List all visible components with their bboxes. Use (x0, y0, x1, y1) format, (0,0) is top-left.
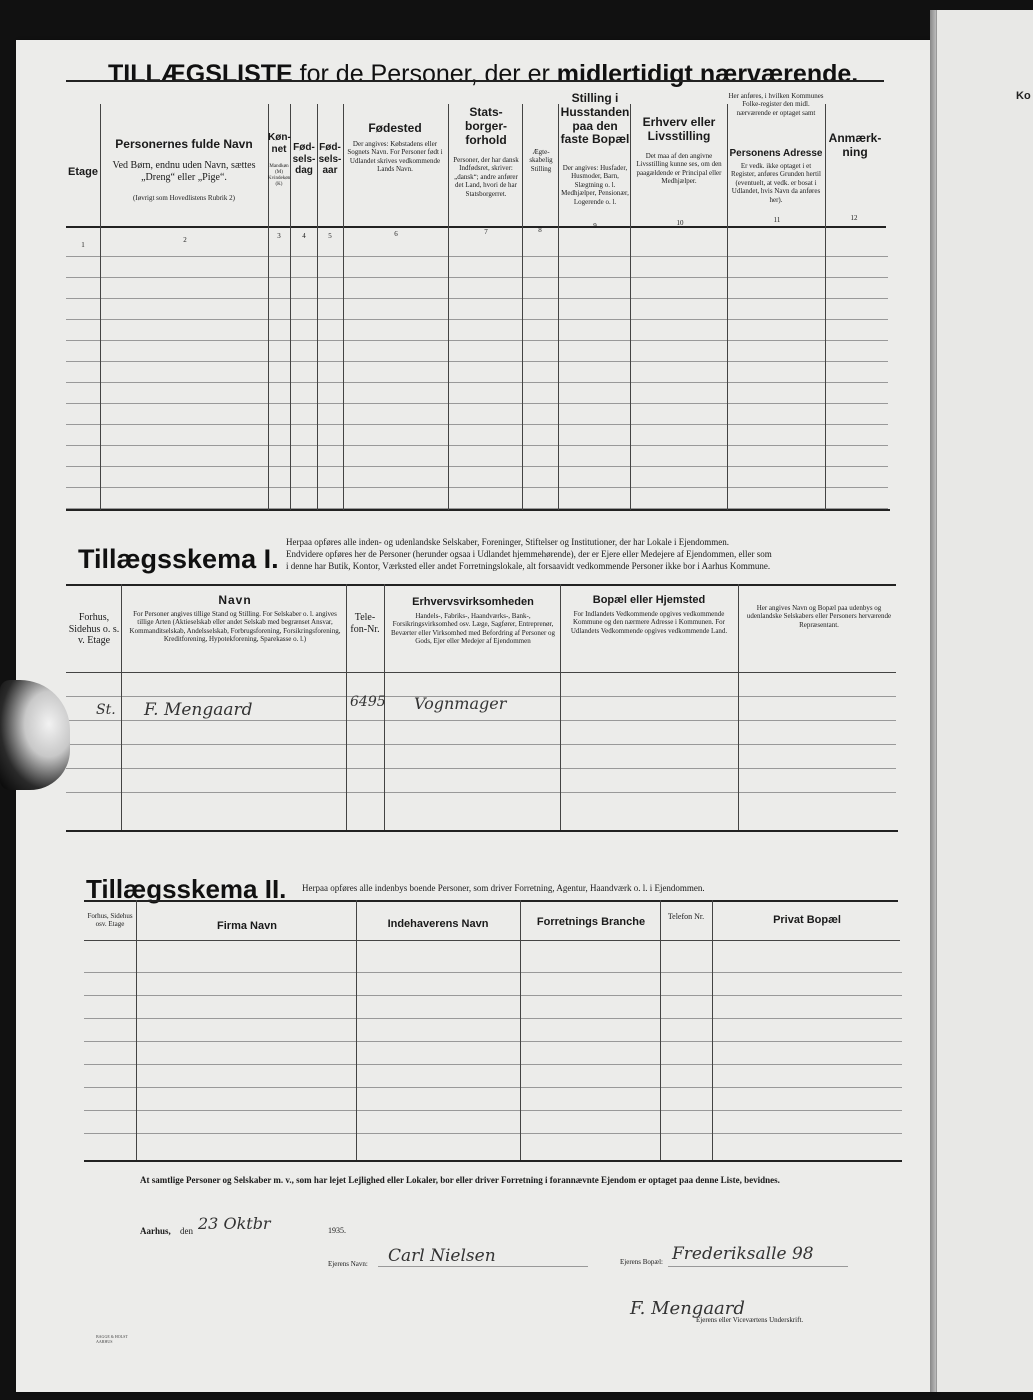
skema1-desc-line3: i denne har Butik, Kontor, Værksted eller andet Forretningslokale, alt forsaavidt vedkommende Personer ikke bor i Aarhus Kommune. (286, 561, 771, 572)
list-top-rule (66, 80, 884, 82)
col7-sub: Personer, der har dansk Indfødsret, skriver: „dansk“; andre anfører det Land, hvori de har Statsborgerret. (453, 156, 519, 198)
skema1-bottom-rule (66, 830, 898, 832)
skema1-row-rule (66, 792, 896, 793)
list-row-rule (66, 256, 888, 257)
list-row-rule (66, 319, 888, 320)
list-column-divider (448, 104, 449, 510)
skema1-row-rule (66, 720, 896, 721)
list-column-divider (100, 104, 101, 510)
skema2-col-bopael-title: Privat Bopæl (773, 914, 841, 926)
list-column-divider (630, 104, 631, 510)
skema2-row-rule (84, 1087, 902, 1088)
col11-number: 11 (773, 216, 781, 224)
owner-name-handwritten: Carl Nielsen (388, 1246, 496, 1266)
skema1-entry-telefon: 6495 (350, 694, 386, 710)
skema1-column-divider (346, 584, 347, 830)
skema1-row-rule (66, 768, 896, 769)
col11-sub: Er vedk. ikke optaget i et Register, anføres Grunden hertil (eventuelt, at vedk. er bosat i Udlandet, hvis Navn da anføres her). (731, 162, 821, 204)
owner-address-label: Ejerens Bopæl: (620, 1258, 663, 1266)
col1-number: 1 (81, 241, 85, 249)
col1-title: Etage (68, 166, 98, 178)
title-end: midlertidigt nærværende. (556, 60, 859, 88)
col12-title: Anmærk-ning (828, 131, 882, 159)
skema2-row-rule (84, 1018, 902, 1019)
skema2-row-rule (84, 972, 902, 973)
skema1-entry-etage: St. (96, 702, 116, 718)
col3-sub: Mandkøn (M) Kvindekøn (K) (268, 164, 291, 187)
title-bold: TILLÆGSLISTE (108, 60, 293, 88)
col10-number: 10 (676, 219, 684, 227)
signature-handwritten: F. Mengaard (630, 1298, 745, 1319)
date-handwritten: 23 Oktbr (198, 1214, 271, 1233)
skema1-column-divider (738, 584, 739, 830)
skema1-desc-line2: Endvidere opføres her de Personer (herunder ogsaa i Udlandet hjemmehørende), der er Ejere eller Medejere af Ejendommen, eller som (286, 549, 772, 560)
col11-title: Personens Adresse (729, 148, 823, 159)
col9-sub: Der angives: Husfader, Husmoder, Barn, Slægtning o. l. Medhjælper, Pensionær, Logerende o. l. (561, 164, 629, 206)
year-label: 1935. (328, 1226, 346, 1235)
skema1-column-divider (121, 584, 122, 830)
list-row-rule (66, 277, 888, 278)
owner-name-line (378, 1266, 588, 1267)
list-bottom-rule (66, 509, 890, 511)
col9-number: 9 (593, 222, 597, 230)
col3-title: Køn-net (268, 132, 291, 155)
col2-sub2: (Iøvrigt som Hovedlistens Rubrik 2) (133, 194, 235, 202)
skema1-description (286, 536, 896, 572)
col4-title: Fød-sels-dag (292, 142, 316, 176)
col6-title: Fødested (368, 121, 422, 135)
skema2-column-divider (520, 900, 521, 1160)
col7-number: 7 (484, 228, 488, 236)
skema2-col-indehaver-title: Indehaverens Navn (387, 918, 489, 930)
col3-number: 3 (277, 232, 281, 240)
skema1-col-erhverv-title: Erhvervsvirksomheden (412, 596, 534, 608)
skema1-desc-line1: Herpaa opføres alle inden- og udenlandske Selskaber, Foreninger, Stiftelser og Institutioner, der har Lokale i Ejendommen. (286, 537, 730, 547)
col7-title: Stats-borger-forhold (465, 105, 507, 147)
col5-title: Fød-sels-aar (318, 142, 342, 176)
skema1-column-divider (560, 584, 561, 830)
skema1-row-rule (66, 744, 896, 745)
place-label: Aarhus, (140, 1226, 171, 1236)
skema2-header-rule (84, 940, 900, 941)
skema2-col-branche-title: Forretnings Branche (536, 916, 646, 928)
col8-number: 8 (538, 226, 542, 234)
skema1-col-etage-title: Forhus, Sidehus o. s. v. Etage (68, 612, 120, 646)
certification-text: At samtlige Personer og Selskaber m. v., som har lejet Lejlighed eller Lokaler, bor eller driver Forretning i forannævnte Ejendom er optaget paa denne Liste, bevidnes. (140, 1175, 780, 1185)
owner-address-line (668, 1266, 848, 1267)
skema2-row-rule (84, 1064, 902, 1065)
col2-title: Personernes fulde Navn (115, 137, 253, 151)
col8-title: Ægte-skabelig Stilling (529, 148, 553, 173)
list-row-rule (66, 445, 888, 446)
col11-pre: Her anføres, i hvilken Kommunes Folke-register den midl. nærværende er optaget samt (728, 92, 824, 117)
col2-number: 2 (183, 236, 187, 244)
date-label: den (180, 1226, 193, 1236)
skema2-row-rule (84, 1110, 902, 1111)
skema2-col-etage-title: Forhus, Sidehus osv. Etage (87, 912, 133, 929)
skema2-column-divider (356, 900, 357, 1160)
skema1-entry-erhverv: Vognmager (414, 694, 507, 713)
skema2-column-divider (660, 900, 661, 1160)
printer-mark: BAGGE & HOLST AARHUS (96, 1334, 128, 1345)
skema2-title: Tillægsskema II. (86, 874, 287, 904)
skema2-description: Herpaa opføres alle indenbys boende Personer, som driver Forretning, Agentur, Haandværk o. l. i Ejendommen. (302, 883, 705, 893)
list-column-divider (343, 104, 344, 510)
skema1-col-bopael-sub: For Indlandets Vedkommende opgives vedkommende Kommune og den nærmere Adresse i Kommunen. For Udlandets Vedkommende opgives vedkommende Land. (570, 610, 728, 635)
skema1-entry-navn: F. Mengaard (144, 700, 253, 720)
list-row-rule (66, 466, 888, 467)
col10-sub: Det maa af den angivne Livsstilling kunne ses, om den paagældende er Principal eller Medhjælper. (636, 152, 722, 186)
form-title (108, 60, 858, 89)
owner-address-handwritten: Frederiksalle 98 (672, 1244, 814, 1264)
list-row-rule (66, 340, 888, 341)
list-row-rule (66, 382, 888, 383)
col10-title: Erhverv eller Livsstilling (642, 115, 716, 143)
list-row-rule (66, 487, 888, 488)
skema2-column-divider (136, 900, 137, 1160)
skema2-bottom-rule (84, 1160, 902, 1162)
skema1-col-bopael-title: Bopæl eller Hjemsted (592, 594, 706, 606)
list-row-rule (66, 298, 888, 299)
col6-number: 6 (394, 230, 398, 238)
skema2-row-rule (84, 1041, 902, 1042)
skema1-top-rule (66, 584, 896, 586)
skema2-column-divider (712, 900, 713, 1160)
skema2-col-firma-title: Firma Navn (217, 920, 277, 932)
skema1-header-rule (66, 672, 896, 673)
facing-page (936, 10, 1033, 1392)
list-row-rule (66, 424, 888, 425)
skema1-col-telefon-title: Tele-fon-Nr. (350, 612, 380, 635)
signature-label: Ejerens eller Viceværtens Underskrift. (696, 1316, 804, 1324)
col12-number: 12 (850, 214, 858, 222)
owner-name-label: Ejerens Navn: (328, 1260, 368, 1268)
list-column-divider (825, 104, 826, 510)
list-row-rule (66, 361, 888, 362)
col9-title: Stilling i Husstanden paa den faste Bopæl (560, 91, 630, 147)
skema2-row-rule (84, 995, 902, 996)
col4-number: 4 (302, 232, 306, 240)
skema1-col-repraesentant-sub: Her angives Navn og Bopæl paa udenbys og udenlandske Selskabers eller Personers herværende Repræsentant. (746, 604, 892, 629)
list-row-rule (66, 403, 888, 404)
col5-number: 5 (328, 232, 332, 240)
facing-page-edge-text: Ko (1016, 90, 1031, 102)
skema1-col-erhverv-sub: Handels-, Fabriks-, Haandværks-, Bank-, Forsikringsvirksomhed osv. Læge, Sagfører, Entreprenør, Beværter eller Virksomhed med Befordring af Personer og Gods, Ejer eller Medejer af Ejendommen (390, 612, 556, 646)
skema2-col-telefon-title: Telefon Nr. (667, 912, 705, 921)
skema1-col-navn-sub: For Personer angives tillige Stand og Stilling. For Selskaber o. l. angives tillige Arten (Aktieselskab eller andet Selskab med begrænset Ansvar, Kommanditselskab, Andelsselskab, Forbrugsforening, Forsikringsforening, Kreditforening, Hypotekforening, Sparekasse o. l.) (129, 610, 341, 644)
col6-sub: Der angives: Købstadens eller Sognets Navn. For Personer født i Udlandet skrives vedkommende Lands Navn. (347, 140, 443, 174)
skema2-row-rule (84, 1133, 902, 1134)
title-middle: for de Personer, der er (299, 60, 550, 88)
skema1-col-navn-title: Navn (218, 593, 252, 607)
skema2-top-rule (84, 900, 898, 902)
skema1-title: Tillægsskema I. (78, 544, 279, 574)
col2-sub: Ved Børn, endnu uden Navn, sættes „Dreng“ eller „Pige“. (112, 160, 256, 183)
